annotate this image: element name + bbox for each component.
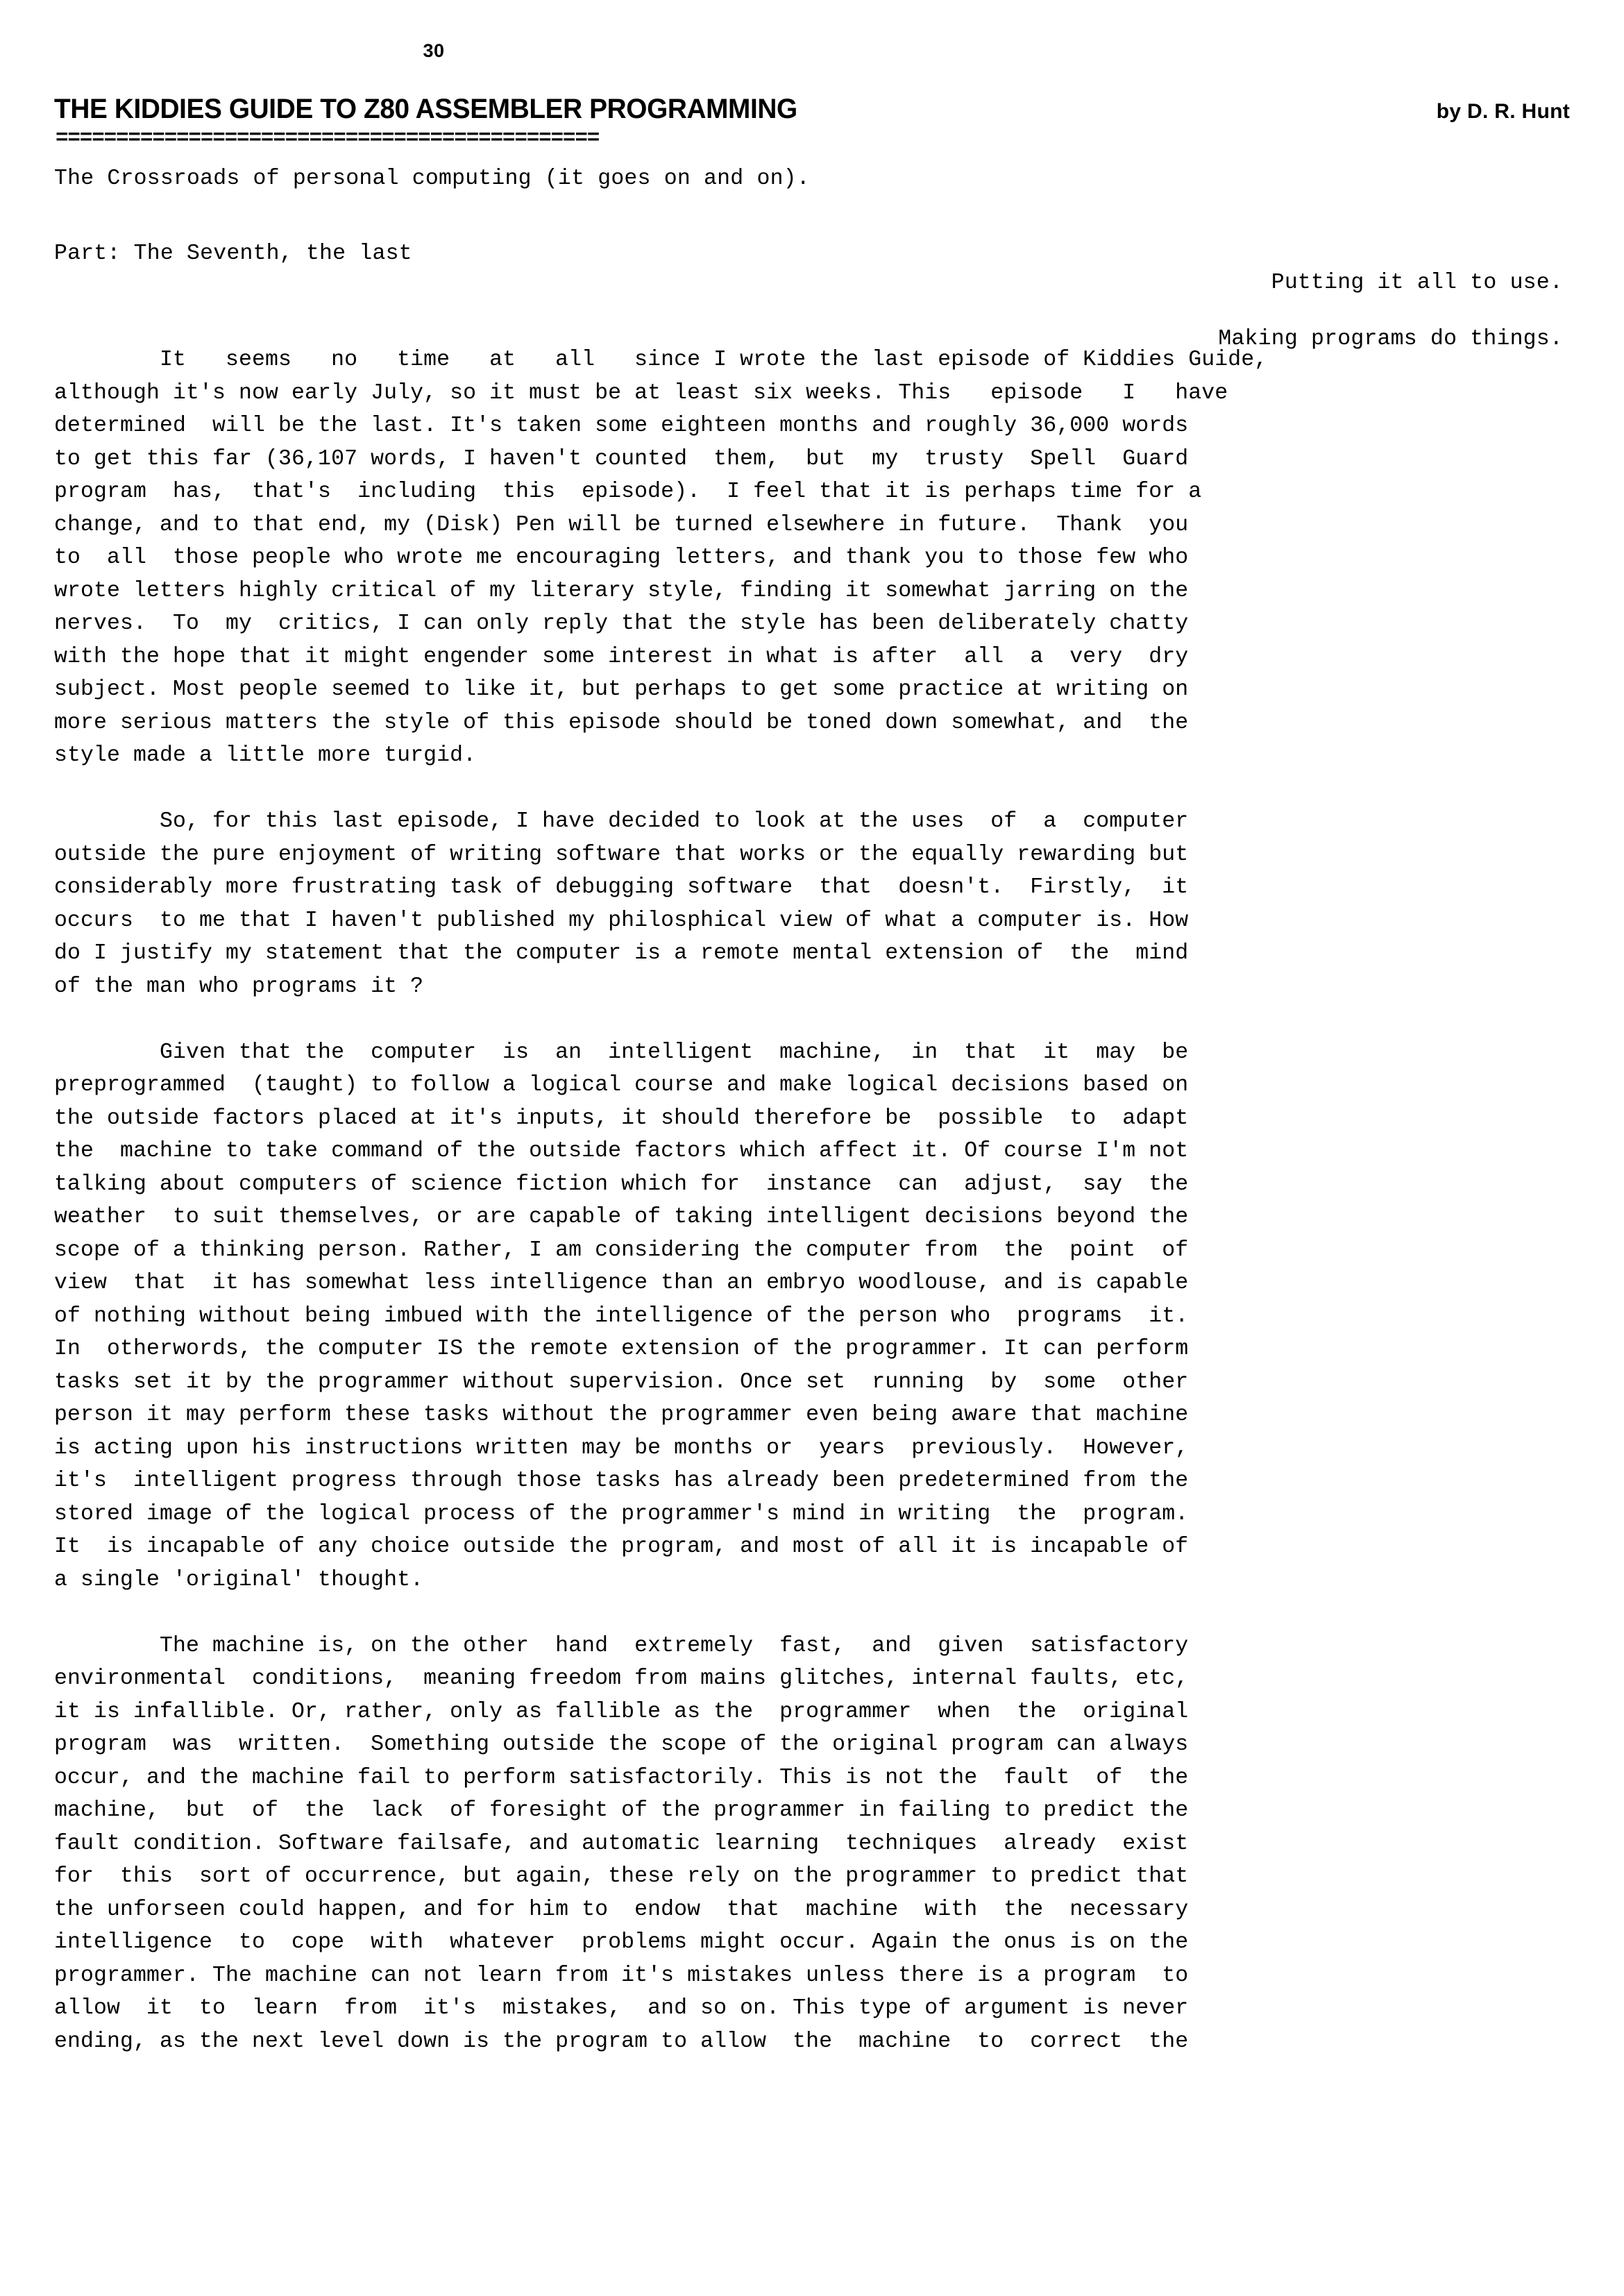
body-line: of nothing without being imbued with the intelligence of the person who programs it. [54,1303,1189,1328]
body-line: a single 'original' thought. [54,1567,424,1592]
body-line: to get this far (36,107 words, I haven't counted them, but my trusty Spell Guard [54,446,1189,471]
body-line: program was written. Something outside the scope of the original program can always [54,1732,1189,1757]
body-line: do I justify my statement that the computer is a remote mental extension of the mind [54,941,1189,965]
body-line: change, and to that end, my (Disk) Pen will be turned elsewhere in future. Thank you [54,512,1189,537]
body-line: person it may perform these tasks without the programmer even being aware that machine [54,1403,1189,1427]
body-line: preprogrammed (taught) to follow a logical course and make logical decisions based on [54,1073,1189,1097]
tagline-line-2: Making programs do things. [1218,326,1563,351]
body-line: considerably more frustrating task of debugging software that doesn't. Firstly, it [54,875,1189,900]
part-label: Part: The Seventh, the last [54,242,412,266]
body-line: ending, as the next level down is the program to allow the machine to correct the [54,2029,1189,2054]
body-line: program has, that's including this episode). I feel that it is perhaps time for a [54,480,1202,504]
body-line: is acting upon his instructions written may be months or years previously. However, [54,1435,1189,1460]
author-byline: by D. R. Hunt [1436,100,1570,123]
body-line: the unforseen could happen, and for him to endow that machine with the necessary [54,1897,1189,1922]
body-paragraph [54,1036,1564,1597]
body-line: with the hope that it might engender some interest in what is after all a very dry [54,644,1189,669]
body-paragraph [54,1630,1564,2059]
article-body [54,344,1564,2058]
tagline-line-1: Putting it all to use. [1271,271,1563,296]
body-line: It is incapable of any choice outside the program, and most of all it is incapable of [54,1535,1189,1559]
horizontal-rule: ============================================= [56,126,600,151]
strapline: The Crossroads of personal computing (it goes on and on). [54,167,810,191]
body-line: allow it to learn from it's mistakes, and so on. This type of argument is never [54,1996,1189,2020]
body-line: machine, but of the lack of foresight of the programmer in failing to predict the [54,1798,1189,1823]
body-line: it's intelligent progress through those tasks has already been predetermined from the [54,1469,1189,1493]
body-line: programmer. The machine can not learn from it's mistakes unless there is a program to [54,1963,1189,1988]
body-line: the outside factors placed at it's inputs, it should therefore be possible to adapt [54,1106,1189,1131]
body-line: talking about computers of science fiction which for instance can adjust, say the [54,1172,1189,1197]
body-paragraph [54,344,1564,773]
body-line: intelligence to cope with whatever problems might occur. Again the onus is on the [54,1930,1189,1955]
body-line: It seems no time at all since I wrote the last episode of Kiddies Guide, [54,348,1268,372]
article-title: THE KIDDIES GUIDE TO Z80 ASSEMBLER PROGRAMMING [54,94,797,124]
body-line: outside the pure enjoyment of writing software that works or the equally rewarding but [54,842,1189,867]
body-line: wrote letters highly critical of my literary style, finding it somewhat jarring on the [54,578,1189,603]
body-line: weather to suit themselves, or are capable of taking intelligent decisions beyond the [54,1205,1189,1229]
body-line: occur, and the machine fail to perform satisfactorily. This is not the fault of the [54,1765,1189,1790]
masthead [54,94,1570,125]
body-line: the machine to take command of the outside factors which affect it. Of course I'm not [54,1139,1189,1163]
body-line: stored image of the logical process of the programmer's mind in writing the program. [54,1501,1189,1526]
body-line: scope of a thinking person. Rather, I am considering the computer from the point of [54,1238,1189,1263]
body-line: of the man who programs it ? [54,974,424,999]
body-line: The machine is, on the other hand extremely fast, and given satisfactory [54,1633,1189,1658]
body-line: it is infallible. Or, rather, only as fallible as the programmer when the original [54,1699,1189,1724]
body-line: more serious matters the style of this episode should be toned down somewhat, and the [54,710,1189,735]
body-line: occurs to me that I haven't published my philosphical view of what a computer is. How [54,908,1189,933]
body-line: So, for this last episode, I have decided to look at the uses of a computer [54,809,1189,834]
body-line: fault condition. Software failsafe, and automatic learning techniques already exist [54,1831,1189,1856]
body-line: determined will be the last. It's taken some eighteen months and roughly 36,000 words [54,414,1189,438]
body-line: Given that the computer is an intelligent machine, in that it may be [54,1040,1189,1065]
body-line: subject. Most people seemed to like it, but perhaps to get some practice at writing on [54,677,1189,702]
body-line: tasks set it by the programmer without supervision. Once set running by some other [54,1369,1189,1394]
page-number: 30 [423,40,445,61]
body-line: style made a little more turgid. [54,743,477,768]
body-paragraph [54,805,1564,1003]
body-line: In otherwords, the computer IS the remote extension of the programmer. It can perform [54,1337,1189,1361]
body-line: although it's now early July, so it must be at least six weeks. This episode I have [54,380,1228,405]
body-line: for this sort of occurrence, but again, these rely on the programmer to predict that [54,1864,1189,1889]
body-line: to all those people who wrote me encouraging letters, and thank you to those few who [54,546,1189,570]
body-line: nerves. To my critics, I can only reply that the style has been deliberately chatty [54,611,1189,636]
body-line: view that it has somewhat less intelligence than an embryo woodlouse, and is capable [54,1271,1189,1295]
body-line: environmental conditions, meaning freedom from mains glitches, internal faults, etc, [54,1666,1189,1691]
